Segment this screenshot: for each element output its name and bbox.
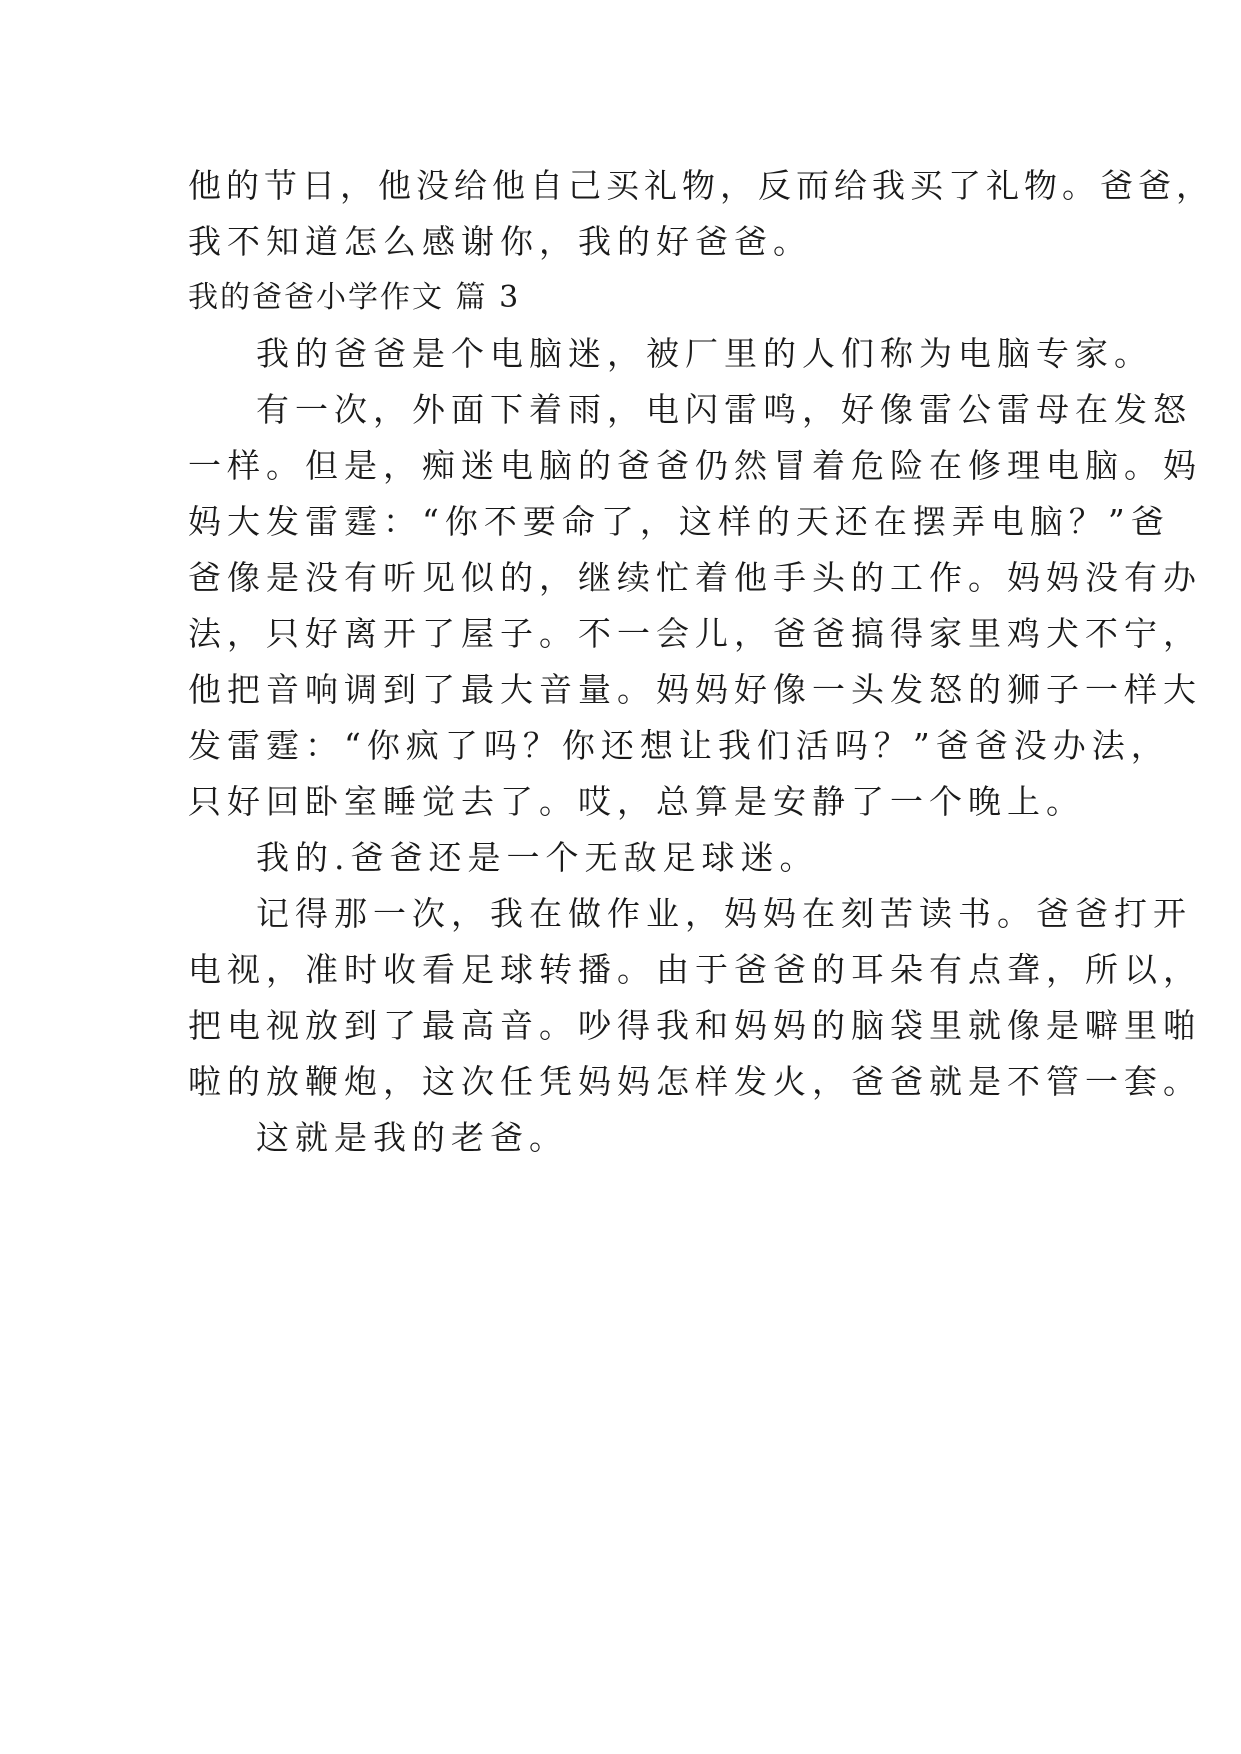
text-line: 法，只好离开了屋子。不一会儿，爸爸搞得家里鸡犬不宁， bbox=[188, 614, 1202, 653]
text-line: 我不知道怎么感谢你，我的好爸爸。 bbox=[188, 222, 812, 261]
text-line: 妈大发雷霆：“你不要命了，这样的天还在摆弄电脑？”爸 bbox=[188, 502, 1170, 541]
paragraph-first-line: 记得那一次，我在做作业，妈妈在刻苦读书。爸爸打开 bbox=[256, 894, 1192, 933]
paragraph-first-line: 我的.爸爸还是一个无敌足球迷。 bbox=[256, 838, 819, 877]
text-line: 他的节日，他没给他自己买礼物，反而给我买了礼物。爸爸， bbox=[188, 166, 1214, 205]
text-line: 把电视放到了最高音。吵得我和妈妈的脑袋里就像是噼里啪 bbox=[188, 1006, 1202, 1045]
text-line: 一样。但是，痴迷电脑的爸爸仍然冒着危险在修理电脑。妈 bbox=[188, 446, 1202, 485]
text-line: 只好回卧室睡觉去了。哎，总算是安静了一个晚上。 bbox=[188, 782, 1085, 821]
paragraph-first-line: 我的爸爸是个电脑迷，被厂里的人们称为电脑专家。 bbox=[256, 334, 1153, 373]
paragraph-first-line: 有一次，外面下着雨，电闪雷鸣，好像雷公雷母在发怒 bbox=[256, 390, 1192, 429]
paragraph-first-line: 这就是我的老爸。 bbox=[256, 1118, 568, 1157]
text-line: 爸像是没有听见似的，继续忙着他手头的工作。妈妈没有办 bbox=[188, 558, 1202, 597]
text-line: 发雷霆：“你疯了吗？你还想让我们活吗？”爸爸没办法， bbox=[188, 726, 1170, 765]
text-line: 他把音响调到了最大音量。妈妈好像一头发怒的狮子一样大 bbox=[188, 670, 1202, 709]
text-line: 啦的放鞭炮，这次任凭妈妈怎样发火，爸爸就是不管一套。 bbox=[188, 1062, 1202, 1101]
section-heading: 我的爸爸小学作文 篇 3 bbox=[188, 280, 521, 315]
text-line: 电视，准时收看足球转播。由于爸爸的耳朵有点聋，所以， bbox=[188, 950, 1202, 989]
